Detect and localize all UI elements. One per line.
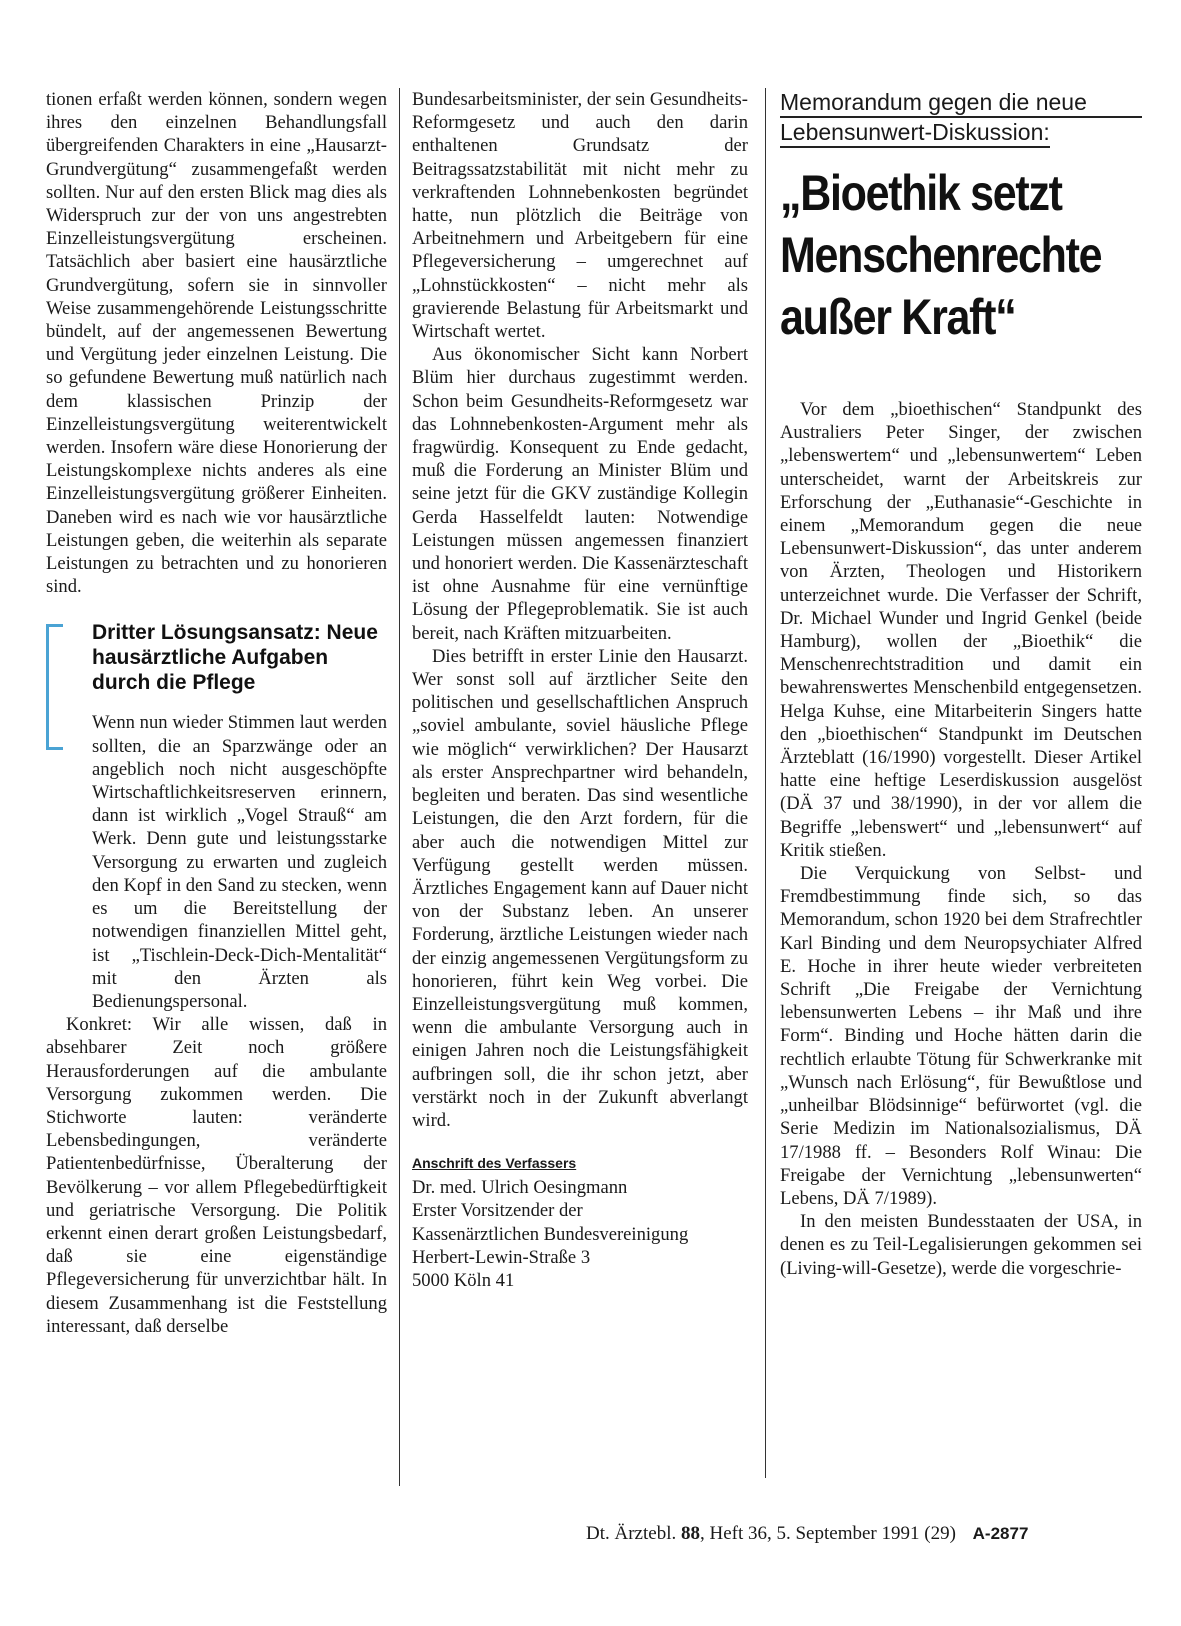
author-label: Anschrift des Verfassers	[412, 1155, 577, 1172]
paragraph: Die Verquickung von Selbst- und Fremdbestimmung finde sich, so das Memorandum, schon 1920 bei dem Strafrechtler Karl Binding und dem Neuropsychiater Alfred E. Hoche in ihrer heute wieder verbreiteten Schrift „Die Freigabe der Vernichtung lebensunwerten Lebens – ihr Maß und ihre Form“. Binding und Hoche hätten darin die rechtlich erlaubte Tötung für Schwerkranke mit „Wunsch nach Erlösung“, für Bewußtlose und „unheilbar Blödsinnige“ befürwortet (vgl. die Serie Medizin im Nationalsozialismus, DÄ 17/1988 ff. – Besonders Rolf Winau: Die Freigabe der Vernichtung „lebensunwerten“ Lebens, DÄ 7/1989).	[780, 863, 1142, 1209]
paragraph: In den meisten Bundesstaaten der USA, in denen es zu Teil-Legalisierungen gekommen sei (Living-will-Gesetze), werde die vorgeschrie-	[780, 1211, 1142, 1279]
author-line: Erster Vorsitzender der	[412, 1200, 583, 1222]
paragraph: tionen erfaßt werden können, sondern wegen ihres den einzelnen Behandlungsfall übergreifenden Charakters in eine „Hausarzt-Grundvergütung“ zusammengefaßt werden sollten. Nur auf den ersten Blick mag dies als Widerspruch zur der von uns angestrebten Einzelleistungsvergütung erscheinen. Tatsächlich aber basiert eine hausärztliche Grundvergütung, sofern sie in sinnvoller Weise zusammengehörende Leistungsschritte bündelt, auf der angemessenen Bewertung und Vergütung jeder einzelnen Leistung. Die so gefundene Bewertung muß natürlich nach dem klassischen Prinzip der Einzelleistungsvergütung weiterentwickelt werden. Insofern wäre diese Honorierung der Leistungskomplexe nichts anderes als eine Einzelleistungsvergütung größerer Einheiten. Daneben wird es nach wie vor hausärztliche Leistungen geben, die weiterhin als separate Leistungen zu betrachten und zu honorieren sind.	[46, 89, 387, 598]
author-line: 5000 Köln 41	[412, 1269, 515, 1291]
footer-journal: Dt. Ärztebl.	[586, 1523, 677, 1544]
column-rule-left	[399, 88, 400, 1486]
page-number: A-2877	[972, 1524, 1029, 1543]
paragraph: Wenn nun wieder Stimmen laut werden sollten, die an Sparzwänge oder an angeblich noch nicht ausgeschöpfte Wirtschaftlichkeitsreserven erinnern, dann ist wirklich „Vogel Strauß“ am Werk. Denn gute und leistungsstarke Versorgung zu erwarten und zugleich den Kopf in den Sand zu stecken, wenn es um die Bereitstellung der notwendigen finanziellen Mittel geht, ist „Tischlein-Deck-Dich-Mentalität“ mit den Ärzten als Bedienungspersonal.	[92, 712, 387, 1012]
subhead-block	[46, 620, 387, 1013]
column-3	[780, 88, 1142, 1280]
subhead-bracket	[46, 624, 63, 750]
author-line: Kassenärztlichen Bundesvereinigung	[412, 1223, 689, 1245]
footer-issue: , Heft 36, 5. September 1991 (29)	[699, 1523, 956, 1544]
author-line: Herbert-Lewin-Straße 3	[412, 1246, 591, 1268]
kicker	[780, 88, 1142, 148]
column-1	[46, 88, 387, 1338]
paragraph: Konkret: Wir alle wissen, daß in absehbarer Zeit noch größere Herausforderungen auf die ambulante Versorgung zukommen werden. Die Stichworte lauten: veränderte Lebensbedingungen, veränderte Patientenbedürfnisse, Überalterung der Bevölkerung – vor allem Pflegebedürftigkeit und geriatrische Versorgung. Die Politik erkennt einen derart großen Leistungsbedarf, daß sie eine eigenständige Pflegeversicherung für unverzichtbar hält. In diesem Zusammenhang ist die Feststellung interessant, daß derselbe	[46, 1014, 387, 1337]
column-2	[412, 88, 748, 1292]
paragraph: Dies betrifft in erster Linie den Hausarzt. Wer sonst soll auf ärztlicher Seite den politischen und gesellschaftlichen Anspruch „soviel ambulante, soviel häusliche Pflege wie möglich“ verwirklichen? Der Hausarzt als erster Ansprechpartner wird behandeln, begleiten und beraten. Das sind wesentliche Leistungen, die den Arzt fordern, für die aber auch die notwendigen Mittel zur Verfügung gestellt werden müssen. Ärztliches Engagement kann auf Dauer nicht von der Substanz leben. An unserer Forderung, ärztliche Leistungen wieder nach der einzig angemessenen Vergütungsform zu honorieren, führt kein Weg vorbei. Die Einzelleistungsvergütung muß kommen, wenn die ambulante Versorgung auch in einigen Jahren noch die Leistungsfähigkeit aufbringen soll, die ihr schon jetzt, aber verstärkt noch in der Zukunft abverlangt wird.	[412, 645, 748, 1131]
author-line: Dr. med. Ulrich Oesingmann	[412, 1177, 628, 1199]
paragraph: Aus ökonomischer Sicht kann Norbert Blüm hier durchaus zugestimmt werden. Schon beim Gesundheits-Reformgesetz war das Lohnnebenkosten-Argument mehr als fragwürdig. Konsequent zu Ende gedacht, muß die Forderung an Minister Blüm und seine jetzt für die GKV zuständige Kollegin Gerda Hasselfeldt lauten: Notwendige Leistungen müssen angemessen finanziert und honoriert werden. Die Kassenärzteschaft ist ohne Ausnahme für eine vernünftige Lösung der Pflegeproblematik. Sie ist auch bereit, nach Kräften mitzuarbeiten.	[412, 344, 748, 644]
subhead-title: Dritter Lösungsansatz: Neue hausärztliche Aufgaben durch die Pflege	[92, 621, 378, 695]
kicker-line: Memorandum gegen die neue	[780, 88, 1142, 118]
headline: „Bioethik setzt Menschenrechte außer Kraft“	[780, 165, 1102, 345]
kicker-line: Lebensunwert-Diskussion:	[780, 118, 1050, 148]
paragraph: Vor dem „bioethischen“ Standpunkt des Australiers Peter Singer, der zwischen „lebenswertem“ und „lebensunwertem“ Leben unterscheidet, warnt der Arbeitskreis zur Erforschung der „Euthanasie“-Geschichte in einem „Memorandum gegen die neue Lebensunwert-Diskussion“, das unter anderem von Ärzten, Theologen und Historikern unterzeichnet wurde. Die Verfasser der Schrift, Dr. Michael Wunder und Ingrid Genkel (beide Hamburg), wollen der „Bioethik“ die Menschenrechtstradition und damit ein bewahrenswertes Menschenbild entgegensetzen. Helga Kuhse, eine Mitarbeiterin Singers hatte den „bioethischen“ Standpunkt im Deutschen Ärzteblatt (16/1990) vorgestellt. Dieser Artikel hatte eine heftige Leserdiskussion ausgelöst (DÄ 37 und 38/1990), in der vor allem die Begriffe „lebenswert“ und „lebensunwert“ auf Kritik stießen.	[780, 399, 1142, 861]
paragraph: Bundesarbeitsminister, der sein Gesundheits-Reformgesetz und auch den darin enthaltenen Grundsatz der Beitragssatzstabilität mit nicht mehr zu verkraftenden Lohnnebenkosten begründet hatte, nun plötzlich die Beiträge von Arbeitnehmern und Arbeitgebern für eine Pflegeversicherung – umgerechnet auf „Lohnstückkosten“ – nicht mehr als gravierende Belastung für Arbeitsmarkt und Wirtschaft wertet.	[412, 89, 748, 343]
footer-volume: 88	[680, 1523, 700, 1544]
column-rule-right	[765, 88, 766, 1478]
page-footer	[586, 1523, 1028, 1545]
